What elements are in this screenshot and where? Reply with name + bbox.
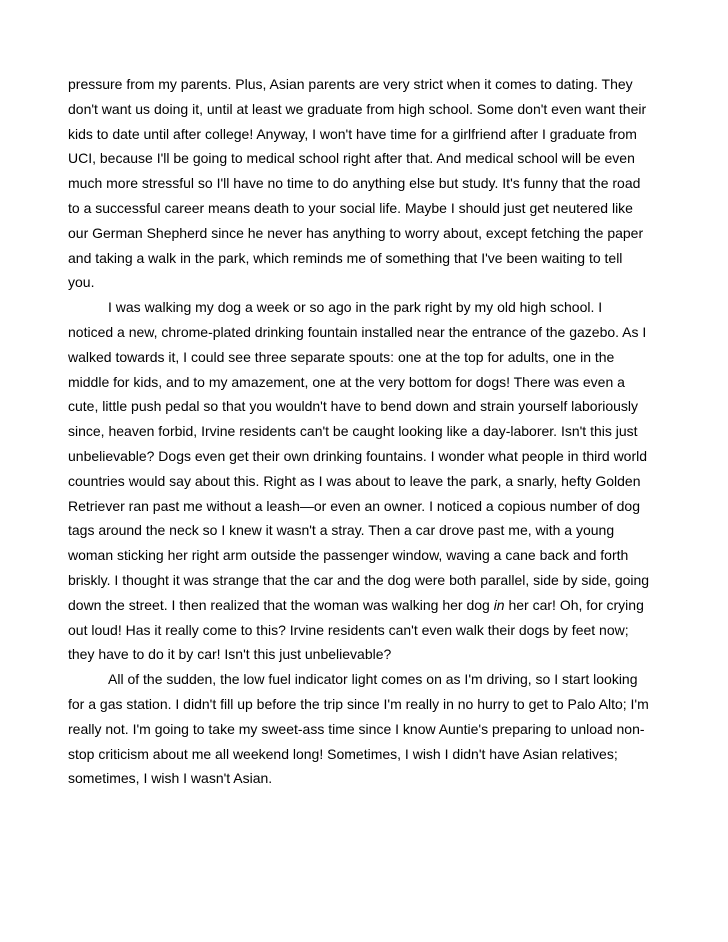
text-line: unbelievable? Dogs even get their own drinking fountains. I wonder what people in third world: [68, 447, 648, 464]
text-line: pressure from my parents. Plus, Asian parents are very strict when it comes to dating. They: [68, 76, 633, 92]
text-line: don't want us doing it, until at least we graduate from high school. Some don't even want their: [68, 100, 647, 117]
text-line: you.: [68, 274, 95, 291]
text-line: woman sticking her right arm outside the passenger window, waving a cane back and forth: [68, 547, 629, 564]
text-line: middle for kids, and to my amazement, one at the very bottom for dogs! There was even a: [68, 373, 625, 390]
text-line: briskly. I thought it was strange that the car and the dog were both parallel, side by side, going: [68, 571, 650, 588]
paragraph-start-line: I was walking my dog a week or so ago in the park right by my old high school. I: [108, 299, 603, 316]
text-line: Retriever ran past me without a leash—or even an owner. I noticed a copious number of dog: [68, 497, 640, 514]
text-line: since, heaven forbid, Irvine residents can't be caught looking like a day-laborer. Isn't this just: [68, 423, 638, 440]
text-line: walked towards it, I could see three separate spouts: one at the top for adults, one in the: [68, 348, 615, 365]
paragraph-start-line: All of the sudden, the low fuel indicator light comes on as I'm driving, so I start looking: [108, 671, 638, 688]
text-line: kids to date until after college! Anyway, I won't have time for a girlfriend after I graduate from: [68, 125, 637, 142]
text-segment: down the street. I then realized that the woman was walking her dog: [68, 596, 494, 613]
text-line: to a successful career means death to your social life. Maybe I should just get neutered like: [68, 199, 633, 216]
text-line: and taking a walk in the park, which reminds me of something that I've been waiting to tell: [68, 249, 623, 266]
text-line: noticed a new, chrome-plated drinking fountain installed near the entrance of the gazebo. As I: [68, 323, 647, 340]
body-text: [68, 72, 662, 791]
text-line: they have to do it by car! Isn't this just unbelievable?: [68, 646, 392, 663]
text-line: cute, little push pedal so that you wouldn't have to bend down and strain yourself laboriously: [68, 398, 639, 415]
text-line-with-emphasis: [68, 593, 662, 618]
text-segment: her car! Oh, for crying: [504, 596, 644, 613]
text-line: countries would say about this. Right as I was about to leave the park, a snarly, hefty Golden: [68, 472, 641, 489]
text-line: our German Shepherd since he never has anything to worry about, except fetching the paper: [68, 224, 644, 241]
text-line: much more stressful so I'll have no time to do anything else but study. It's funny that the road: [68, 175, 641, 192]
text-line: sometimes, I wish I wasn't Asian.: [68, 770, 273, 787]
italic-emphasis: in: [493, 596, 505, 613]
text-line: UCI, because I'll be going to medical school right after that. And medical school will be even: [68, 150, 635, 167]
text-line: for a gas station. I didn't fill up before the trip since I'm really in no hurry to get to Palo Alto; I'm: [68, 695, 649, 712]
text-line: tags around the neck so I knew it wasn't a stray. Then a car drove past me, with a young: [68, 522, 615, 539]
text-line: stop criticism about me all weekend long! Sometimes, I wish I didn't have Asian relatives;: [68, 745, 618, 762]
text-line: out loud! Has it really come to this? Irvine residents can't even walk their dogs by feet now;: [68, 621, 629, 638]
text-line: really not. I'm going to take my sweet-ass time since I know Auntie's preparing to unload non-: [68, 720, 645, 737]
